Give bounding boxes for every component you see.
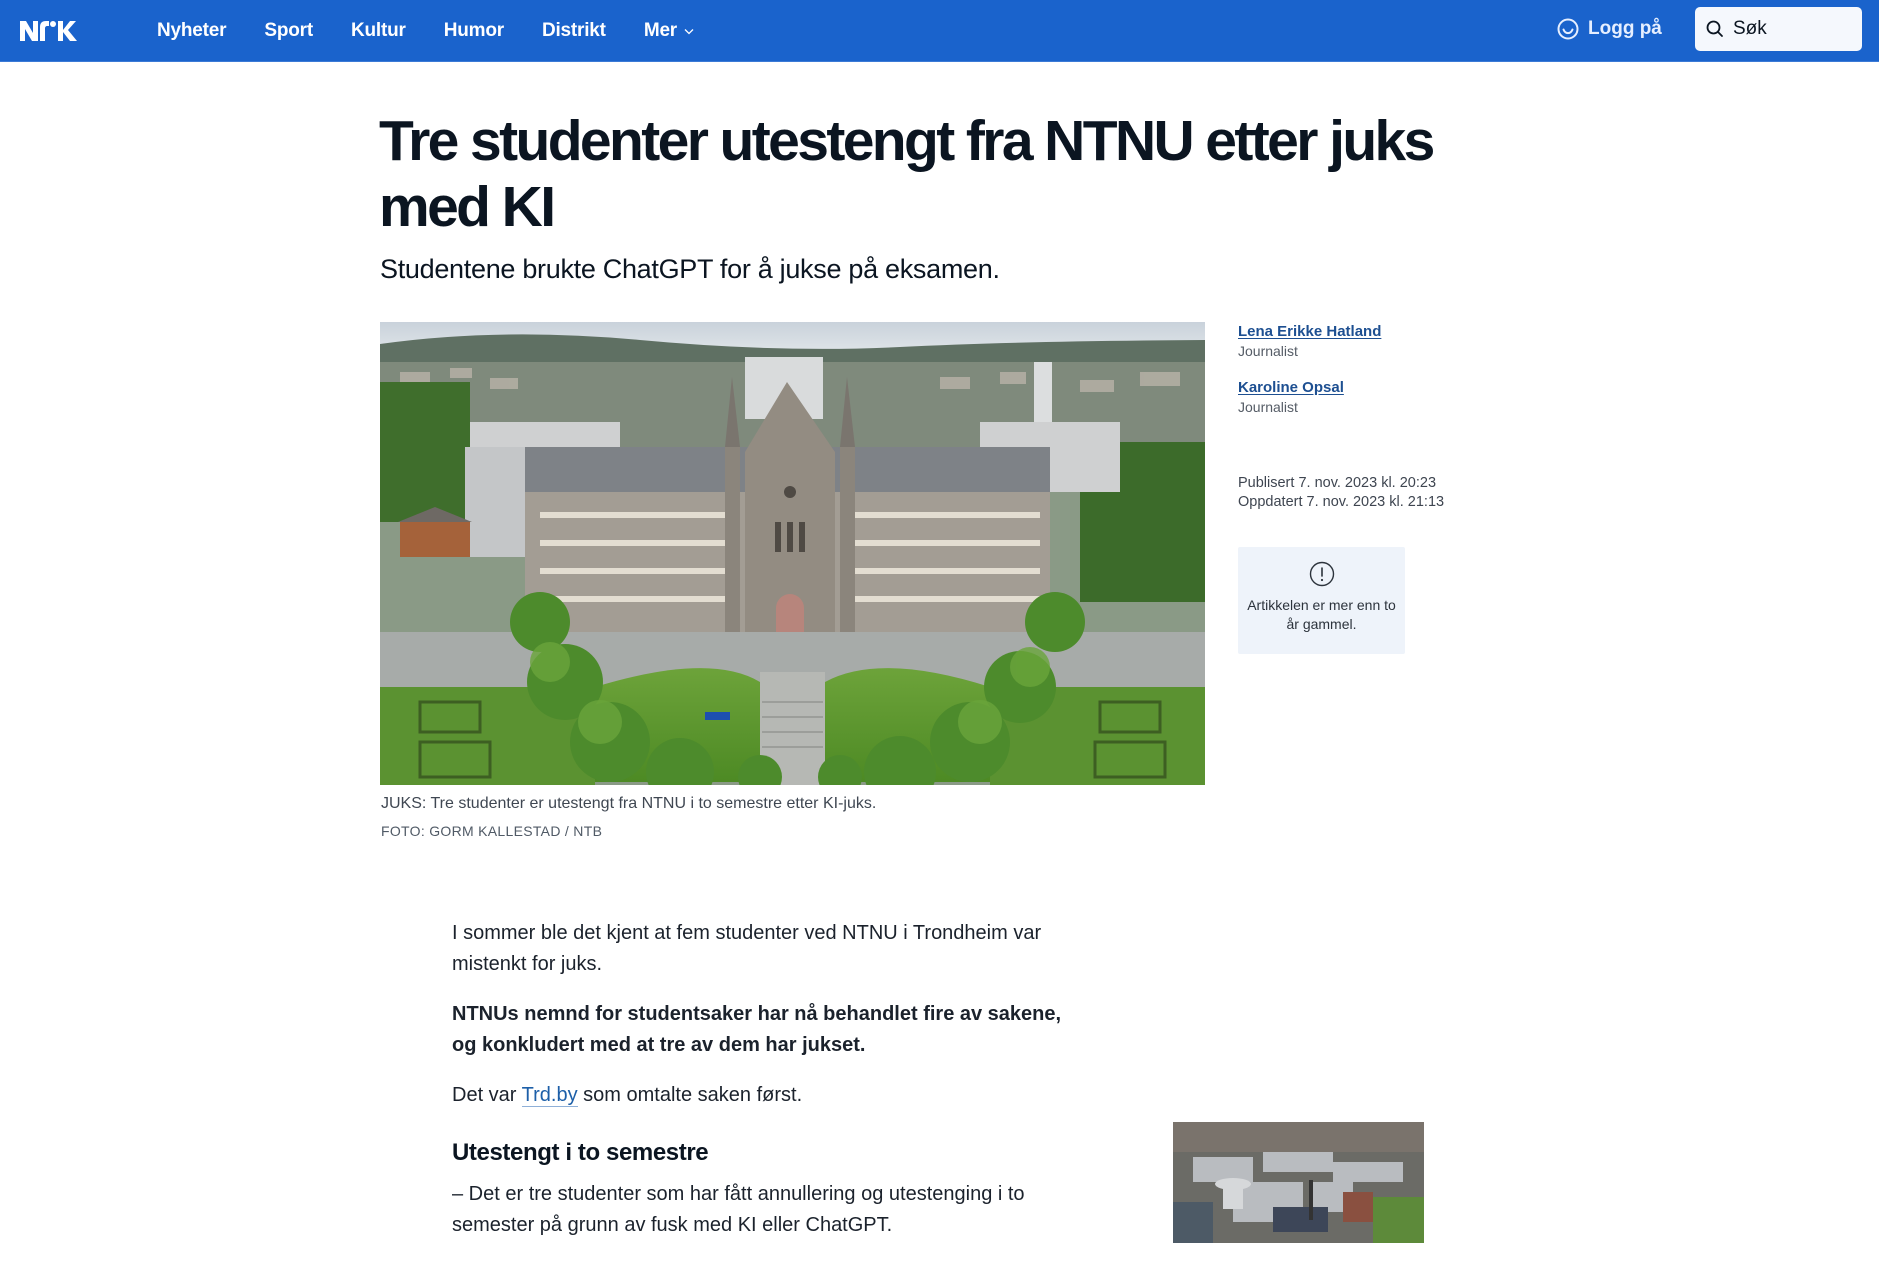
login-label: Logg på (1588, 18, 1662, 39)
publish-dates (1238, 474, 1444, 512)
hero-image[interactable] (380, 322, 1205, 785)
exclamation-circle-icon (1309, 561, 1335, 587)
nav-item-kultur[interactable]: Kultur (350, 20, 406, 41)
updated-date: Oppdatert 7. nov. 2023 kl. 21:13 (1238, 494, 1445, 510)
author-role: Journalist (1238, 399, 1298, 415)
search-box[interactable] (1695, 7, 1862, 51)
body-paragraph: – Det er tre studenter som har fått annullering og utestenging i to semester på grunn av fusk med KI eller ChatGPT. (452, 1183, 1025, 1236)
top-navigation-bar (0, 0, 1879, 62)
chevron-down-icon (684, 26, 694, 36)
author-link[interactable]: Karoline Opsal (1238, 379, 1344, 396)
body-paragraph (452, 1080, 1072, 1111)
hospital-aerial-photo (1173, 1122, 1424, 1243)
author (1238, 379, 1468, 415)
nav-item-distrikt[interactable]: Distrikt (541, 20, 606, 41)
trd-by-link[interactable]: Trd.by (521, 1084, 578, 1106)
login-button[interactable] (1556, 0, 1662, 58)
nav-item-nyheter[interactable]: Nyheter (157, 20, 227, 41)
inline-image[interactable] (1173, 1122, 1424, 1243)
nav-item-mer-label: Mer (643, 20, 678, 41)
nav-item-sport[interactable]: Sport (264, 20, 313, 41)
search-icon (1705, 19, 1725, 39)
author (1238, 323, 1468, 359)
hero-caption: JUKS: Tre studenter er utestengt fra NTNU i to semestre etter KI-juks. (381, 795, 877, 812)
author-role: Journalist (1238, 343, 1298, 359)
text: som omtalte saken først. (577, 1084, 803, 1106)
author-link[interactable]: Lena Erikke Hatland (1238, 323, 1382, 340)
section-heading: Utestengt i to semestre (452, 1139, 709, 1166)
search-input[interactable] (1733, 18, 1843, 40)
article-age-notice (1238, 547, 1405, 654)
main-nav (138, 0, 713, 62)
nav-item-humor[interactable]: Humor (443, 20, 504, 41)
nrk-logo[interactable] (20, 16, 82, 46)
article-title: Tre studenter utestengt fra NTNU etter juks med KI (379, 109, 1433, 239)
nav-item-mer[interactable] (625, 0, 713, 62)
byline (1238, 323, 1468, 435)
text: Det var (452, 1084, 522, 1106)
body-paragraph-bold: NTNUs nemnd for studentsaker har nå behandlet fire av sakene, og konkludert med at tre av dem har jukset. (452, 1003, 1062, 1056)
article-lead: Studentene brukte ChatGPT for å jukse på eksamen. (380, 254, 1000, 284)
photo-credit: FOTO: GORM KALLESTAD / NTB (381, 823, 603, 839)
age-notice-text: Artikkelen er mer enn to år gammel. (1247, 597, 1396, 632)
nrk-logo-icon (20, 20, 82, 42)
published-date: Publisert 7. nov. 2023 kl. 20:23 (1238, 475, 1437, 491)
ntnu-aerial-photo (380, 322, 1205, 785)
smiley-user-icon (1556, 17, 1580, 41)
body-paragraph: I sommer ble det kjent at fem studenter ved NTNU i Trondheim var mistenkt for juks. (452, 922, 1042, 975)
article-body (452, 918, 1072, 1260)
